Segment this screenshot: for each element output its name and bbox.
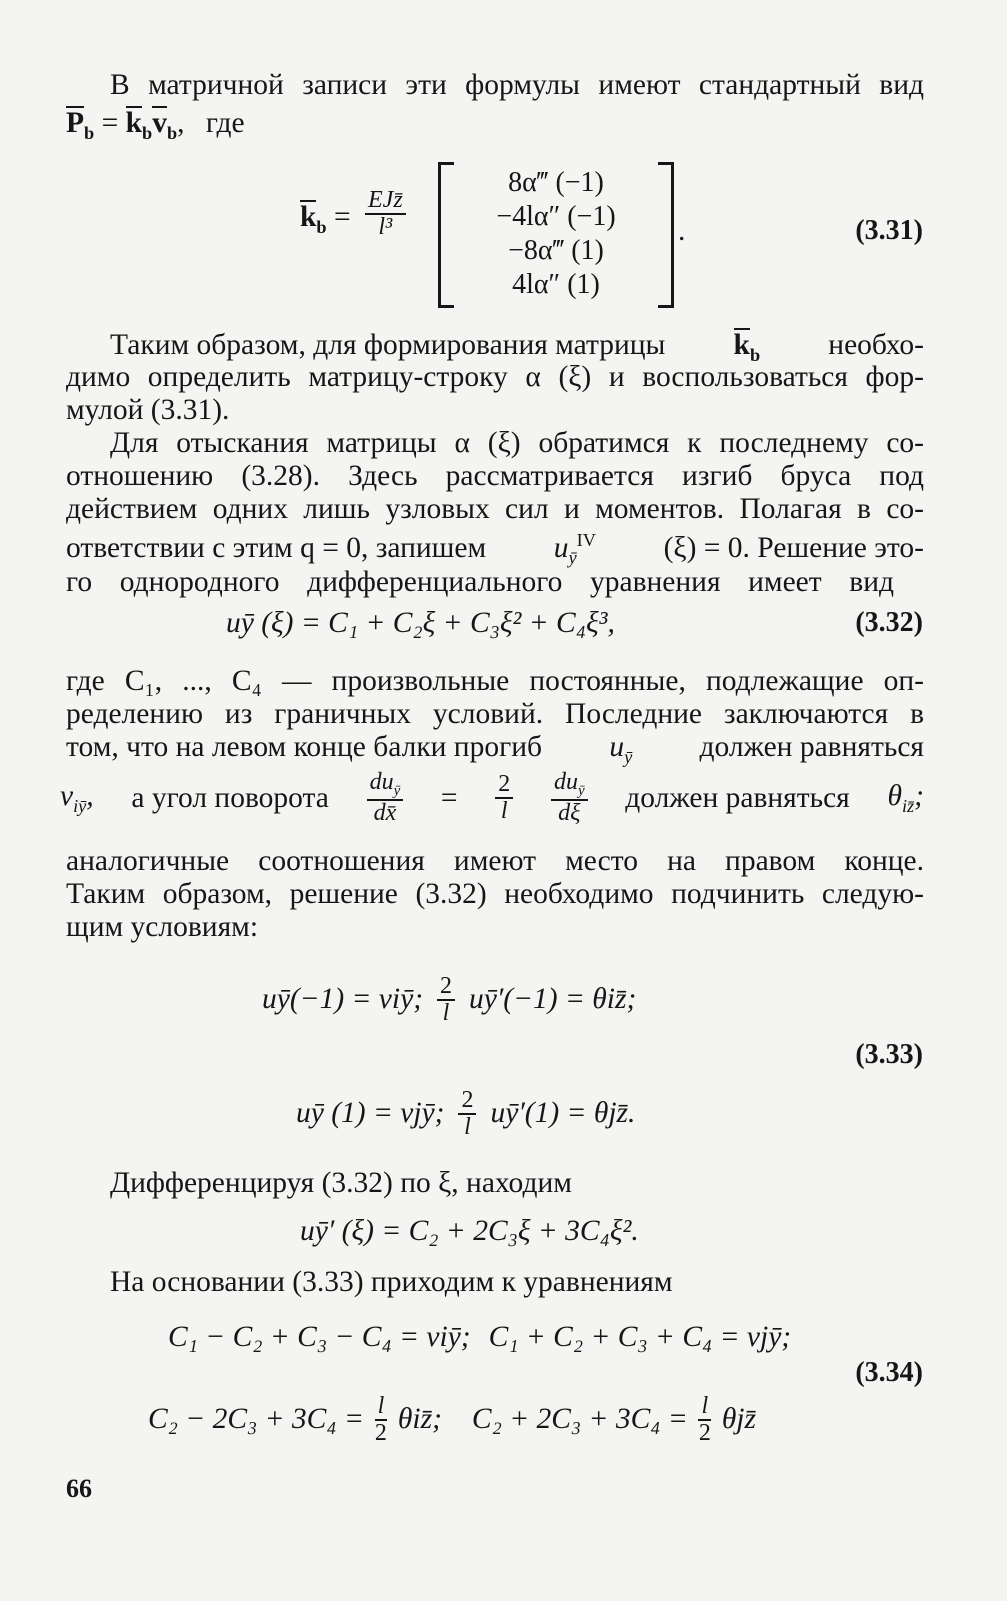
matrix-row: 4lα″ (1) xyxy=(512,269,600,300)
word-where: где xyxy=(205,107,245,139)
text-line: Таким образом, решение (3.32) необходимо подчинить следую- xyxy=(66,878,924,910)
equation-number-3-32: (3.32) xyxy=(855,607,923,638)
text-line: Для отыскания матрицы α (ξ) обратимся к последнему со- xyxy=(110,427,924,459)
text-line: действием одних лишь узловых сил и моментов. Полагая в со- xyxy=(66,493,924,525)
matrix-row: −8α‴ (1) xyxy=(508,235,604,266)
matrix-column xyxy=(438,162,674,308)
text-line: го однородного дифференциального уравнения имеет вид xyxy=(66,566,894,598)
fraction-denominator: l³ xyxy=(378,214,393,241)
text-line: том, что на левом конце балки прогиб $u_ȳ$ должен равняться xyxy=(66,731,924,767)
equation-3-31-lhs: $k_b$ = xyxy=(300,201,351,237)
text-line: Таким образом, для формирования матрицы $k_b$ необхо- xyxy=(110,329,924,365)
text-line: ответствии с этим q = 0, запишем $u_ȳ^{IV}$ (ξ) = 0. Решение это- xyxy=(66,530,924,568)
equation-derivative: uȳ′ (ξ) = C₂ + 2C₃ξ + 3C₄ξ². xyxy=(300,1215,639,1247)
text-line: В матричной записи эти формулы имеют стандартный вид xyxy=(110,69,924,101)
text-line: отношению (3.28). Здесь рассматривается изгиб бруса под xyxy=(66,460,924,492)
matrix-period: . xyxy=(678,215,686,247)
fraction-numerator: EJz̄ xyxy=(365,188,406,215)
text-line: аналогичные соотношения имеют место на правом конце. xyxy=(66,845,924,877)
equation-3-34-row1: C₁ − C₂ + C₃ − C₄ = viȳ; C₁ + C₂ + C₃ + C₄ = vjȳ; xyxy=(168,1321,792,1353)
text-line: димо определить матрицу-строку α (ξ) и воспользоваться фор- xyxy=(66,361,924,393)
equation-3-33-row2: uȳ (1) = vjȳ; $\frac{2}{l}$ uȳ′(1) = θjz̄. xyxy=(296,1087,636,1141)
left-bracket xyxy=(438,162,454,308)
equation-number-3-34: (3.34) xyxy=(855,1357,923,1388)
text-line: где C₁, ..., C₄ — произвольные постоянные, подлежащие оп- xyxy=(66,665,924,697)
matrix-row: 8α‴ (−1) xyxy=(508,167,604,198)
equation-3-31-fraction xyxy=(365,188,406,240)
text-line: Дифференцируя (3.32) по ξ, находим xyxy=(110,1167,572,1199)
text-line: ределению из граничных условий. Последние заключаются в xyxy=(66,698,924,730)
page-number: 66 xyxy=(66,1474,92,1503)
equation-3-33-row1: uȳ(−1) = viȳ; $\frac{2}{l}$ uȳ′(−1) = θiz̄; xyxy=(262,973,637,1027)
equation-3-32: uȳ (ξ) = C₁ + C₂ξ + C₃ξ² + C₄ξ³, xyxy=(226,607,615,639)
matrix-row: −4lα″ (−1) xyxy=(496,201,616,232)
equation-number-3-31: (3.31) xyxy=(855,215,923,246)
text-line: мулой (3.31). xyxy=(66,394,230,426)
text-line: На основании (3.33) приходим к уравнениям xyxy=(110,1266,673,1298)
equation-pb: $P_b = k_bv_b$, где xyxy=(66,107,245,143)
equation-3-34-row2: C₂ − 2C₃ + 3C₄ = $\frac{l}{2}$ θiz̄; C₂ + 2C₃ + 3C₄ = $\frac{l}{2}$ θjz̄ xyxy=(148,1393,756,1447)
right-bracket xyxy=(658,162,674,308)
text-line-with-fractions: $v_{iȳ}$, а угол поворота $\frac{du_ȳ}{dx̄}$ = $\frac{2}{l}$ $\frac{du_ȳ}{d\xi}$ должен равняться $\theta_{iz̄}$; xyxy=(60,769,924,827)
equation-number-3-33: (3.33) xyxy=(855,1039,923,1070)
text-line: щим условиям: xyxy=(66,911,259,943)
